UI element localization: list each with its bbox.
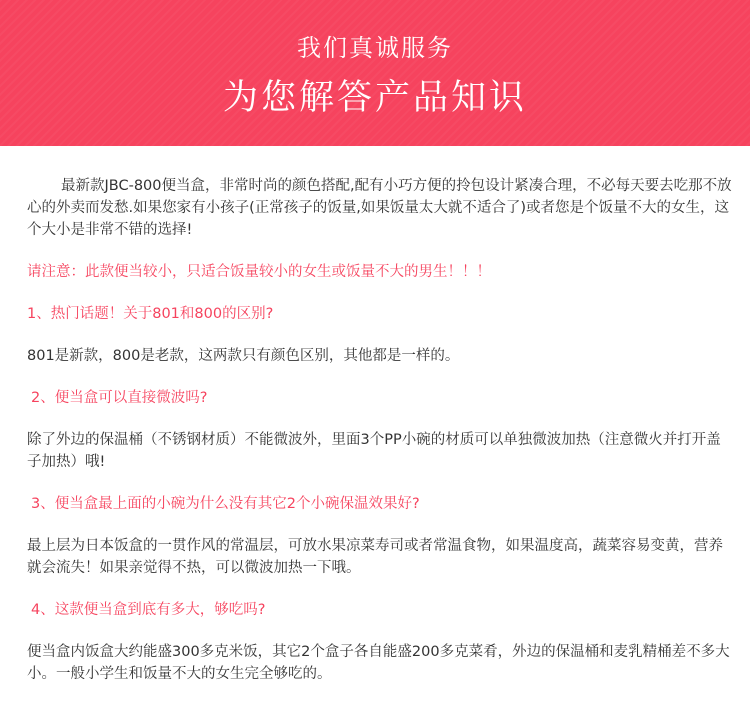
notice-text: 请注意：此款便当较小，只适合饭量较小的女生或饭量不大的男生！！！ [27,264,491,280]
header-banner [0,0,750,146]
faq-answer-2: 除了外边的保温桶（不锈钢材质）不能微波外，里面3个PP小碗的材质可以单独微波加热（注意微火并打开盖子加热）哦! [27,432,721,470]
faq-question-2: 2、便当盒可以直接微波吗? [31,390,208,406]
faq-question-4: 4、这款便当盒到底有多大，够吃吗? [31,602,266,618]
faq-question-1: 1、热门话题！关于801和800的区别? [27,306,274,322]
banner-title: 为您解答产品知识 [222,78,527,118]
faq-answer-3: 最上层为日本饭盒的一贯作风的常温层，可放水果凉菜寿司或者常温食物，如果温度高，蔬菜容易变黄，营养就会流失！如果亲觉得不热，可以微波加热一下哦。 [27,538,723,576]
faq-answer-1: 801是新款，800是老款，这两款只有颜色区别，其他都是一样的。 [27,348,460,364]
faq-answer-4: 便当盒内饭盒大约能盛300多克米饭，其它2个盒子各自能盛200多克菜肴，外边的保温桶和麦乳精桶差不多大小。一般小学生和饭量不大的女生完全够吃的。 [27,644,730,682]
faq-question-3: 3、便当盒最上面的小碗为什么没有其它2个小碗保温效果好? [31,496,420,512]
faq-content [0,146,750,685]
intro-paragraph: 最新款JBC-800便当盒，非常时尚的颜色搭配,配有小巧方便的拎包设计紧凑合理，不必每天要去吃那不放心的外卖而发愁.如果您家有小孩子(正常孩子的饭量,如果饭量太大就不适合了)或者您是个饭量不大的女生，这个大小是非常不错的选择! [27,178,732,238]
banner-subtitle: 我们真诚服务 [297,34,453,62]
